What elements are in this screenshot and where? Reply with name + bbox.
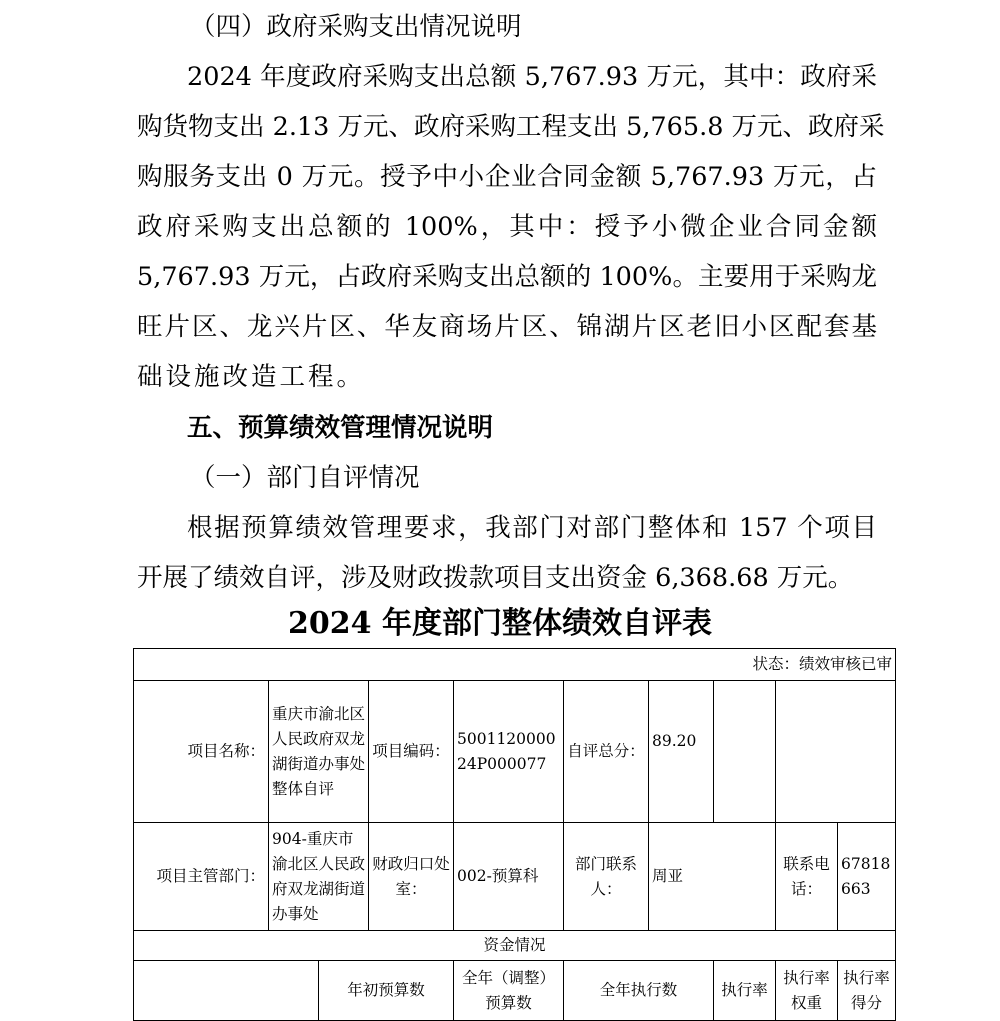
- contact-value: 周亚: [649, 823, 776, 931]
- project-name-label: 项目名称：: [134, 681, 269, 823]
- section-4-line-1: 2024 年度政府采购支出总额 5,767.93 万元，其中：政府采: [187, 62, 877, 92]
- col-execution-rate: 执行率: [714, 961, 776, 1021]
- section-4-line-4: 政府采购支出总额的 100%，其中：授予小微企业合同金额: [137, 212, 877, 242]
- section-5-line-1: 根据预算绩效管理要求，我部门对部门整体和 157 个项目: [187, 513, 877, 543]
- phone-value: 67818663: [838, 823, 896, 931]
- score-label: 自评总分：: [564, 681, 649, 823]
- col-adjusted-budget: 全年（调整）预算数: [454, 961, 564, 1021]
- section-4-line-5: 5,767.93 万元，占政府采购支出总额的 100%。主要用于采购龙: [137, 262, 877, 292]
- empty-cell: [776, 681, 896, 823]
- contact-label: 部门联系人：: [564, 823, 649, 931]
- finance-office-label: 财政归口处室：: [369, 823, 454, 931]
- finance-office-value: 002-预算科: [454, 823, 564, 931]
- status-row: [134, 649, 896, 681]
- score-value: 89.20: [649, 681, 714, 823]
- project-name-value: 重庆市渝北区人民政府双龙湖街道办事处整体自评: [269, 681, 369, 823]
- empty-cell: [134, 961, 319, 1021]
- section-5-heading: 五、预算绩效管理情况说明: [187, 413, 494, 443]
- dept-value: 904-重庆市渝北区人民政府双龙湖街道办事处: [269, 823, 369, 931]
- section-5-sub-heading: （一）部门自评情况: [190, 463, 420, 493]
- col-rate-weight: 执行率权重: [776, 961, 838, 1021]
- section-4-line-3: 购服务支出 0 万元。授予中小企业合同金额 5,767.93 万元，占: [137, 162, 877, 192]
- funds-header: 资金情况: [134, 931, 896, 961]
- status-label: 状态：绩效审核已审: [752, 655, 892, 673]
- section-4-line-6: 旺片区、龙兴片区、华友商场片区、锦湖片区老旧小区配套基: [137, 312, 877, 342]
- col-initial-budget: 年初预算数: [319, 961, 454, 1021]
- project-code-value: 500112000024P000077: [454, 681, 564, 823]
- empty-cell: [714, 681, 776, 823]
- section-4-line-7: 础设施改造工程。: [137, 362, 366, 392]
- section-5-line-2: 开展了绩效自评，涉及财政拨款项目支出资金 6,368.68 万元。: [137, 563, 854, 593]
- table-title: 2024 年度部门整体绩效自评表: [288, 606, 712, 641]
- col-rate-score: 执行率得分: [838, 961, 896, 1021]
- section-4-heading: （四）政府采购支出情况说明: [190, 12, 522, 42]
- col-executed: 全年执行数: [564, 961, 714, 1021]
- dept-label: 项目主管部门：: [134, 823, 269, 931]
- section-4-line-2: 购货物支出 2.13 万元、政府采购工程支出 5,765.8 万元、政府采: [137, 112, 885, 142]
- evaluation-table: [133, 648, 896, 1021]
- project-code-label: 项目编码：: [369, 681, 454, 823]
- phone-label: 联系电话：: [776, 823, 838, 931]
